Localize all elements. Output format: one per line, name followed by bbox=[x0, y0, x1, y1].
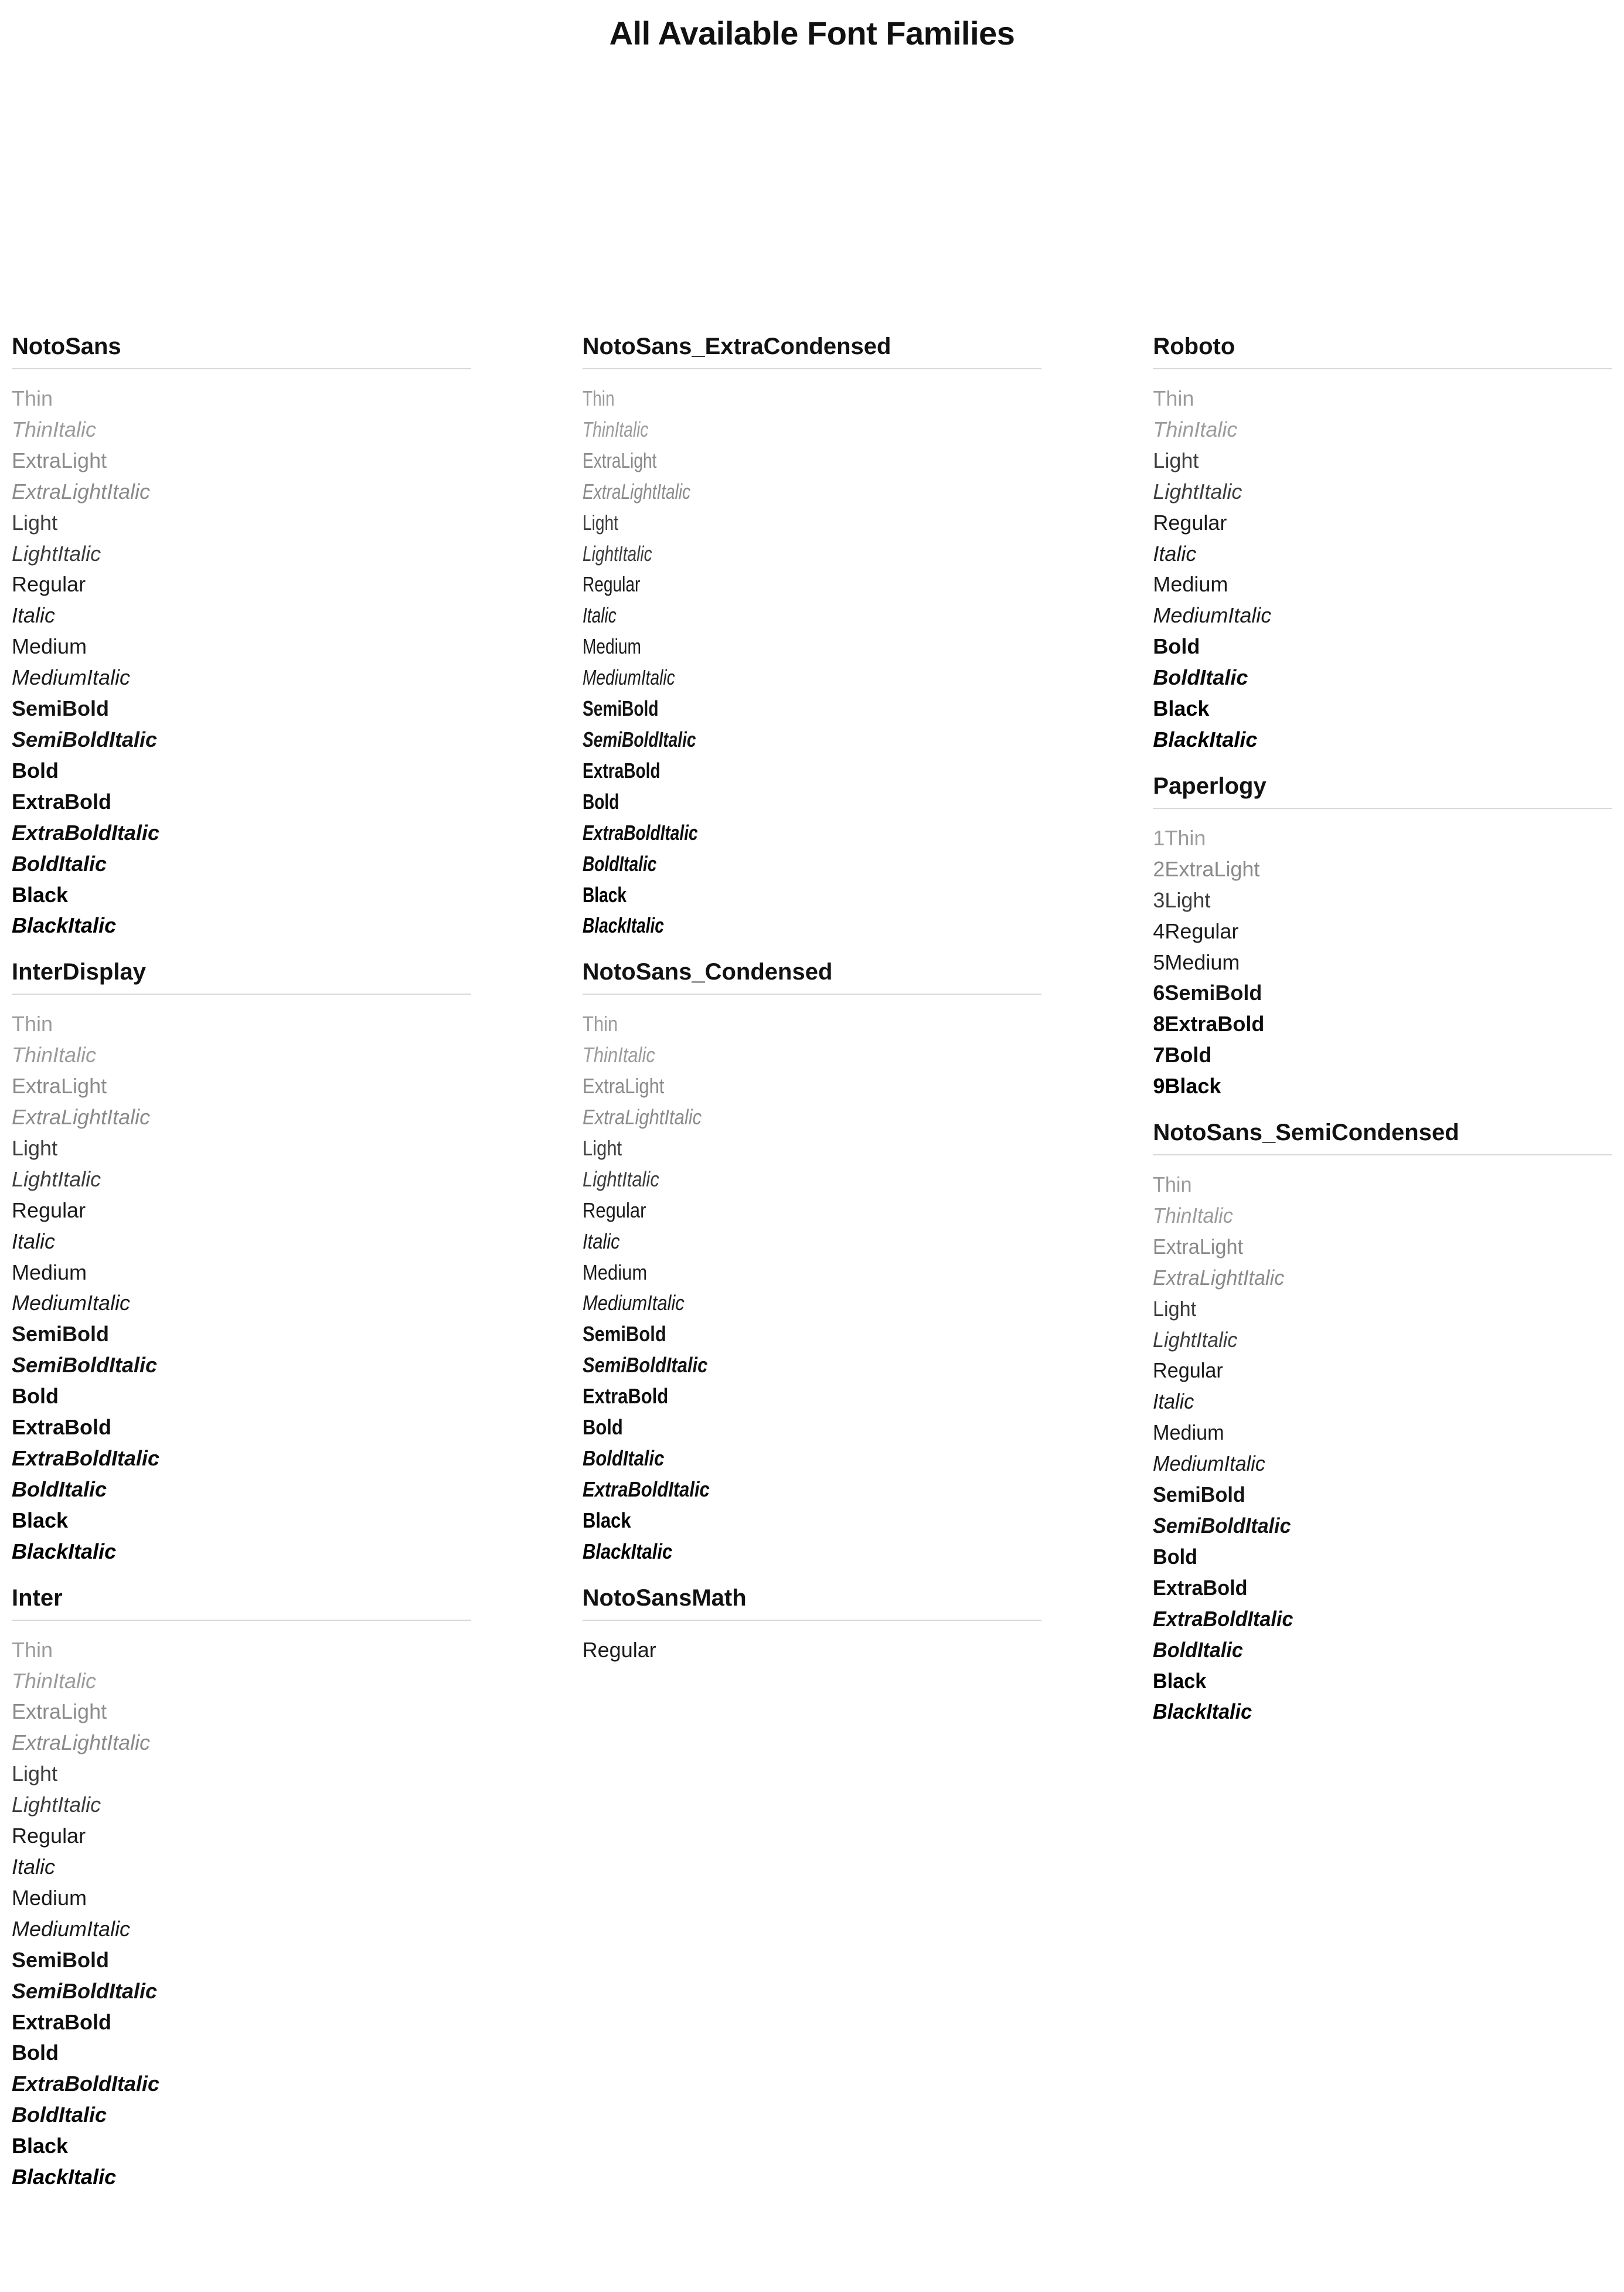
font-style-row bbox=[12, 1666, 471, 1697]
font-style-label: ThinItalic bbox=[12, 1043, 97, 1067]
font-style-label: SemiBoldItalic bbox=[12, 727, 158, 751]
font-style-label: Light bbox=[12, 1761, 58, 1786]
font-style-row bbox=[12, 477, 471, 508]
font-style-label: MediumItalic bbox=[12, 1291, 131, 1315]
font-style-row bbox=[1153, 1263, 1612, 1294]
font-style-row bbox=[583, 383, 1042, 414]
font-style-row bbox=[583, 910, 1042, 941]
font-style-row bbox=[583, 1412, 1042, 1443]
font-style-label: ExtraLightItalic bbox=[582, 479, 690, 504]
font-style-label: Bold bbox=[1153, 1544, 1198, 1569]
font-style-label: ExtraLight bbox=[1153, 1234, 1244, 1259]
font-style-label: ExtraBold bbox=[582, 758, 661, 783]
font-style-row bbox=[583, 1319, 1042, 1350]
font-style-label: Regular bbox=[1153, 510, 1227, 535]
font-style-row bbox=[583, 818, 1042, 849]
font-style-label: 6SemiBold bbox=[1153, 981, 1262, 1005]
font-style-label: Regular bbox=[12, 1824, 86, 1848]
font-style-row bbox=[1153, 885, 1612, 916]
font-style-label: BoldItalic bbox=[1153, 665, 1248, 690]
font-style-row bbox=[583, 631, 1042, 662]
font-style-row bbox=[12, 1257, 471, 1288]
font-style-row bbox=[12, 1381, 471, 1412]
font-style-row bbox=[1153, 662, 1612, 693]
font-style-label: ExtraLight bbox=[582, 1074, 665, 1099]
font-style-label: MediumItalic bbox=[12, 665, 131, 690]
font-style-label: ExtraBold bbox=[12, 789, 112, 814]
font-style-row bbox=[12, 1883, 471, 1914]
font-style-row bbox=[583, 756, 1042, 787]
font-style-label: ExtraBold bbox=[582, 1384, 668, 1409]
font-style-row bbox=[12, 631, 471, 662]
font-style-row bbox=[583, 508, 1042, 539]
font-style-label: Italic bbox=[582, 603, 617, 628]
font-style-row bbox=[1153, 477, 1612, 508]
font-style-row bbox=[12, 693, 471, 725]
font-style-label: 8ExtraBold bbox=[1153, 1012, 1265, 1036]
font-style-row bbox=[1153, 414, 1612, 446]
font-style-row bbox=[1153, 508, 1612, 539]
font-family-name: Paperlogy bbox=[1153, 773, 1612, 809]
font-style-row bbox=[12, 1914, 471, 1945]
font-style-label: ThinItalic bbox=[12, 417, 97, 441]
font-style-row bbox=[12, 1759, 471, 1790]
font-style-label: BlackItalic bbox=[12, 2165, 117, 2189]
font-style-row bbox=[1153, 631, 1612, 662]
font-style-row bbox=[583, 1381, 1042, 1412]
font-style-label: SemiBoldItalic bbox=[12, 1978, 158, 2003]
font-style-label: Thin bbox=[12, 386, 53, 410]
font-column bbox=[1153, 334, 1612, 2211]
font-style-label: MediumItalic bbox=[1153, 603, 1272, 628]
font-style-row bbox=[12, 600, 471, 631]
font-family-block bbox=[583, 959, 1042, 1567]
font-style-row bbox=[12, 756, 471, 787]
font-style-row bbox=[1153, 1417, 1612, 1448]
font-style-label: Black bbox=[12, 882, 69, 907]
font-style-label: SemiBold bbox=[12, 1322, 110, 1346]
font-style-row bbox=[12, 2007, 471, 2038]
font-style-row bbox=[12, 2162, 471, 2193]
font-style-label: Regular bbox=[582, 1198, 646, 1222]
font-style-label: Black bbox=[582, 882, 627, 907]
font-style-label: 7Bold bbox=[1153, 1043, 1212, 1067]
font-style-label: BoldItalic bbox=[12, 1477, 107, 1501]
font-style-row bbox=[583, 1071, 1042, 1102]
font-style-row bbox=[12, 1040, 471, 1071]
font-style-label: 1Thin bbox=[1153, 825, 1206, 850]
font-style-label: 3Light bbox=[1153, 887, 1211, 912]
font-style-label: Thin bbox=[12, 1637, 53, 1662]
font-style-label: Italic bbox=[582, 1229, 620, 1253]
font-style-row bbox=[12, 2069, 471, 2100]
font-style-row bbox=[1153, 1573, 1612, 1604]
font-style-row bbox=[583, 662, 1042, 693]
font-style-row bbox=[1153, 1666, 1612, 1697]
font-style-row bbox=[583, 1009, 1042, 1040]
font-style-row bbox=[583, 1226, 1042, 1257]
font-family-grid bbox=[0, 334, 1624, 2211]
font-style-row bbox=[12, 1195, 471, 1226]
font-style-row bbox=[583, 725, 1042, 756]
font-style-label: ExtraLightItalic bbox=[12, 1730, 151, 1755]
font-style-row bbox=[1153, 947, 1612, 978]
font-family-block bbox=[1153, 1120, 1612, 1727]
font-style-row bbox=[12, 446, 471, 477]
font-style-label: Medium bbox=[1153, 572, 1228, 597]
font-style-list bbox=[1153, 1169, 1612, 1727]
font-style-row bbox=[583, 1288, 1042, 1319]
font-style-row bbox=[12, 787, 471, 818]
font-style-row bbox=[12, 1164, 471, 1195]
font-style-row bbox=[583, 1257, 1042, 1288]
font-style-row bbox=[1153, 1635, 1612, 1666]
font-style-label: LightItalic bbox=[582, 1167, 659, 1191]
font-style-list bbox=[12, 383, 471, 941]
font-style-label: Medium bbox=[12, 1885, 87, 1910]
font-style-row bbox=[583, 1102, 1042, 1133]
font-style-label: ExtraBoldItalic bbox=[1153, 1606, 1293, 1631]
font-style-label: BoldItalic bbox=[582, 851, 657, 876]
font-style-row bbox=[1153, 1448, 1612, 1480]
font-style-row bbox=[12, 662, 471, 693]
font-style-label: MediumItalic bbox=[582, 1291, 685, 1315]
font-style-list bbox=[1153, 823, 1612, 1102]
font-style-label: Thin bbox=[582, 1012, 618, 1036]
font-style-label: BoldItalic bbox=[12, 851, 107, 876]
font-style-label: ExtraLight bbox=[12, 1074, 107, 1099]
font-style-row bbox=[12, 1852, 471, 1883]
font-style-label: Medium bbox=[1153, 1420, 1224, 1445]
font-style-label: Regular bbox=[582, 572, 640, 597]
font-style-label: LightItalic bbox=[582, 541, 652, 566]
font-style-label: BlackItalic bbox=[1153, 727, 1258, 751]
font-style-row bbox=[1153, 1294, 1612, 1325]
font-style-label: Regular bbox=[582, 1637, 656, 1662]
font-style-label: BoldItalic bbox=[12, 2103, 107, 2127]
font-style-row bbox=[583, 787, 1042, 818]
font-style-row bbox=[583, 1350, 1042, 1381]
font-style-row bbox=[583, 414, 1042, 446]
font-style-row bbox=[1153, 1040, 1612, 1071]
font-style-label: Light bbox=[1153, 1296, 1197, 1321]
font-style-row bbox=[12, 2100, 471, 2131]
font-family-name: InterDisplay bbox=[12, 959, 471, 995]
font-style-row bbox=[12, 910, 471, 941]
font-style-row bbox=[12, 1945, 471, 1976]
font-style-row bbox=[12, 1443, 471, 1474]
font-style-row bbox=[1153, 693, 1612, 725]
font-style-label: Thin bbox=[1153, 1172, 1192, 1197]
font-style-row bbox=[1153, 1232, 1612, 1263]
font-style-label: ThinItalic bbox=[582, 1043, 655, 1067]
font-style-label: Black bbox=[582, 1508, 631, 1532]
font-style-label: LightItalic bbox=[1153, 479, 1242, 504]
font-style-row bbox=[12, 1009, 471, 1040]
font-style-row bbox=[12, 849, 471, 880]
font-style-row bbox=[583, 1635, 1042, 1666]
font-style-label: ExtraLightItalic bbox=[12, 1105, 151, 1130]
font-style-label: Medium bbox=[582, 634, 641, 659]
font-style-row bbox=[583, 1505, 1042, 1536]
font-style-row bbox=[12, 1071, 471, 1102]
font-style-row bbox=[1153, 854, 1612, 885]
font-style-label: LightItalic bbox=[1153, 1327, 1238, 1352]
font-style-label: Black bbox=[12, 2134, 69, 2158]
font-style-label: ThinItalic bbox=[1153, 417, 1238, 441]
font-style-row bbox=[12, 1133, 471, 1164]
font-style-row bbox=[1153, 725, 1612, 756]
font-style-label: Regular bbox=[12, 1198, 86, 1222]
font-style-row bbox=[1153, 916, 1612, 947]
font-style-label: Thin bbox=[582, 386, 615, 410]
font-style-label: Italic bbox=[12, 603, 56, 628]
font-style-label: BlackItalic bbox=[582, 913, 664, 938]
font-family-name: NotoSans_SemiCondensed bbox=[1153, 1120, 1612, 1155]
font-style-list bbox=[1153, 383, 1612, 756]
font-style-label: BoldItalic bbox=[1153, 1637, 1244, 1662]
font-style-label: Regular bbox=[1153, 1358, 1224, 1383]
font-style-row bbox=[583, 1195, 1042, 1226]
font-style-label: ExtraLightItalic bbox=[1153, 1265, 1285, 1290]
font-style-row bbox=[12, 1102, 471, 1133]
font-style-label: Bold bbox=[582, 1415, 623, 1440]
font-style-row bbox=[12, 1790, 471, 1821]
font-family-name: Inter bbox=[12, 1585, 471, 1621]
font-style-label: BlackItalic bbox=[12, 913, 117, 938]
font-style-list bbox=[583, 1635, 1042, 1666]
font-style-label: MediumItalic bbox=[12, 1916, 131, 1941]
font-style-row bbox=[583, 1536, 1042, 1567]
font-style-row bbox=[583, 446, 1042, 477]
font-style-row bbox=[12, 508, 471, 539]
font-style-label: Italic bbox=[12, 1229, 56, 1253]
font-style-label: Bold bbox=[582, 789, 619, 814]
font-style-label: SemiBoldItalic bbox=[582, 727, 696, 751]
font-family-block bbox=[12, 1585, 471, 2193]
font-style-row bbox=[1153, 1604, 1612, 1635]
font-style-label: SemiBold bbox=[582, 1322, 666, 1346]
font-family-name: Roboto bbox=[1153, 334, 1612, 369]
font-style-label: ExtraBold bbox=[1153, 1575, 1248, 1600]
font-style-row bbox=[12, 1474, 471, 1505]
font-style-label: ExtraLightItalic bbox=[12, 479, 151, 504]
font-column bbox=[12, 334, 471, 2211]
font-style-row bbox=[1153, 1071, 1612, 1102]
font-style-label: ExtraBold bbox=[12, 1415, 112, 1440]
font-style-row bbox=[583, 539, 1042, 570]
font-style-label: MediumItalic bbox=[582, 665, 675, 690]
font-style-row bbox=[1153, 1511, 1612, 1542]
font-style-label: Bold bbox=[1153, 634, 1200, 659]
font-style-label: BlackItalic bbox=[12, 1539, 117, 1563]
font-style-label: Italic bbox=[12, 1854, 56, 1879]
font-style-label: SemiBoldItalic bbox=[12, 1353, 158, 1378]
font-family-block bbox=[1153, 334, 1612, 756]
font-family-block bbox=[583, 334, 1042, 941]
font-style-row bbox=[12, 539, 471, 570]
font-style-row bbox=[1153, 383, 1612, 414]
font-style-row bbox=[1153, 1386, 1612, 1417]
font-style-label: LightItalic bbox=[12, 1167, 101, 1191]
font-style-row bbox=[12, 2038, 471, 2069]
font-style-label: ExtraBoldItalic bbox=[12, 1446, 160, 1470]
font-style-label: 4Regular bbox=[1153, 919, 1239, 943]
font-style-row bbox=[583, 477, 1042, 508]
font-style-label: ExtraBoldItalic bbox=[12, 820, 160, 845]
font-style-row bbox=[12, 414, 471, 446]
font-style-label: Thin bbox=[1153, 386, 1194, 410]
font-style-row bbox=[583, 880, 1042, 911]
font-style-label: Bold bbox=[12, 1384, 59, 1409]
page-title: All Available Font Families bbox=[609, 15, 1015, 52]
font-family-block bbox=[12, 334, 471, 941]
font-style-row bbox=[1153, 823, 1612, 854]
font-style-row bbox=[1153, 1542, 1612, 1573]
font-style-row bbox=[12, 1727, 471, 1759]
font-style-row bbox=[1153, 1325, 1612, 1356]
font-style-label: Thin bbox=[12, 1012, 53, 1036]
font-family-name: NotoSans bbox=[12, 334, 471, 369]
font-style-label: ExtraLight bbox=[582, 448, 657, 472]
font-style-row bbox=[1153, 978, 1612, 1009]
font-family-name: NotoSans_ExtraCondensed bbox=[583, 334, 1042, 369]
font-style-row bbox=[1153, 600, 1612, 631]
font-style-list bbox=[12, 1635, 471, 2193]
font-column bbox=[583, 334, 1042, 2211]
font-style-row bbox=[12, 1976, 471, 2007]
font-style-label: BlackItalic bbox=[582, 1539, 672, 1563]
font-style-row bbox=[583, 849, 1042, 880]
font-style-row bbox=[12, 1505, 471, 1536]
font-style-label: ExtraLight bbox=[12, 1699, 107, 1724]
font-style-row bbox=[12, 818, 471, 849]
font-style-row bbox=[583, 693, 1042, 725]
font-style-label: ThinItalic bbox=[582, 417, 649, 441]
font-style-row bbox=[12, 725, 471, 756]
font-style-list bbox=[583, 1009, 1042, 1567]
font-style-label: SemiBold bbox=[12, 696, 110, 721]
font-style-row bbox=[583, 1474, 1042, 1505]
font-style-row bbox=[12, 1536, 471, 1567]
font-style-row bbox=[583, 1164, 1042, 1195]
font-style-row bbox=[1153, 539, 1612, 570]
font-style-label: MediumItalic bbox=[1153, 1451, 1266, 1476]
font-style-label: Regular bbox=[12, 572, 86, 597]
font-style-label: Italic bbox=[1153, 1389, 1194, 1414]
font-family-name: NotoSans_Condensed bbox=[583, 959, 1042, 995]
font-style-label: Black bbox=[1153, 1668, 1207, 1693]
font-style-row bbox=[1153, 1696, 1612, 1727]
font-style-label: Light bbox=[1153, 448, 1199, 472]
font-style-row bbox=[1153, 1169, 1612, 1201]
font-style-row bbox=[583, 1040, 1042, 1071]
font-style-label: ExtraBold bbox=[12, 2009, 112, 2034]
font-style-label: ExtraBoldItalic bbox=[12, 2072, 160, 2096]
font-style-label: Bold bbox=[12, 758, 59, 783]
font-style-label: ExtraBoldItalic bbox=[582, 1477, 710, 1501]
font-style-label: Bold bbox=[12, 2041, 59, 2065]
font-style-label: SemiBold bbox=[1153, 1482, 1246, 1507]
font-style-row bbox=[1153, 446, 1612, 477]
font-style-row bbox=[1153, 1201, 1612, 1232]
font-style-row bbox=[12, 1696, 471, 1727]
font-style-label: Medium bbox=[12, 1260, 87, 1284]
font-style-label: SemiBold bbox=[12, 1947, 110, 1972]
font-style-label: LightItalic bbox=[12, 1793, 101, 1817]
font-style-row bbox=[583, 1133, 1042, 1164]
font-style-label: Medium bbox=[12, 634, 87, 659]
font-style-row bbox=[583, 600, 1042, 631]
font-style-label: SemiBold bbox=[582, 696, 659, 721]
font-style-row bbox=[12, 1635, 471, 1666]
font-style-label: Black bbox=[1153, 696, 1210, 721]
font-style-label: LightItalic bbox=[12, 541, 101, 566]
font-style-row bbox=[1153, 1480, 1612, 1511]
font-style-label: 2ExtraLight bbox=[1153, 856, 1260, 881]
font-style-label: Light bbox=[582, 510, 618, 535]
font-style-list bbox=[583, 383, 1042, 941]
font-style-label: ThinItalic bbox=[1153, 1203, 1234, 1227]
font-style-row bbox=[1153, 569, 1612, 600]
font-style-label: Light bbox=[12, 510, 58, 535]
font-style-row bbox=[12, 1350, 471, 1381]
font-style-label: BlackItalic bbox=[1153, 1699, 1252, 1724]
font-style-label: Medium bbox=[582, 1260, 647, 1284]
font-style-row bbox=[12, 1412, 471, 1443]
font-style-label: ThinItalic bbox=[12, 1668, 97, 1693]
font-style-label: Light bbox=[12, 1135, 58, 1160]
font-style-label: ExtraLight bbox=[12, 448, 107, 472]
font-family-block bbox=[12, 959, 471, 1567]
font-style-label: BoldItalic bbox=[582, 1446, 665, 1470]
font-style-row bbox=[12, 2131, 471, 2162]
font-style-row bbox=[583, 569, 1042, 600]
font-style-row bbox=[12, 1821, 471, 1852]
font-style-row bbox=[12, 383, 471, 414]
font-style-row bbox=[1153, 1355, 1612, 1386]
font-style-row bbox=[12, 880, 471, 911]
font-style-row bbox=[1153, 1009, 1612, 1040]
font-style-label: SemiBoldItalic bbox=[582, 1353, 707, 1378]
font-style-row bbox=[12, 1226, 471, 1257]
font-style-row bbox=[12, 1319, 471, 1350]
font-style-row bbox=[12, 569, 471, 600]
font-family-name: NotoSansMath bbox=[583, 1585, 1042, 1621]
font-style-label: 9Black bbox=[1153, 1074, 1221, 1099]
font-style-label: Light bbox=[582, 1135, 622, 1160]
font-style-row bbox=[12, 1288, 471, 1319]
font-style-label: Black bbox=[12, 1508, 69, 1532]
font-style-list bbox=[12, 1009, 471, 1567]
font-style-label: ExtraLightItalic bbox=[582, 1105, 702, 1130]
font-family-block bbox=[583, 1585, 1042, 1666]
font-style-label: SemiBoldItalic bbox=[1153, 1514, 1291, 1538]
font-style-label: Italic bbox=[1153, 541, 1197, 566]
font-style-label: 5Medium bbox=[1153, 950, 1240, 974]
font-family-block bbox=[1153, 773, 1612, 1102]
font-style-label: ExtraBoldItalic bbox=[582, 820, 698, 845]
font-style-row bbox=[583, 1443, 1042, 1474]
